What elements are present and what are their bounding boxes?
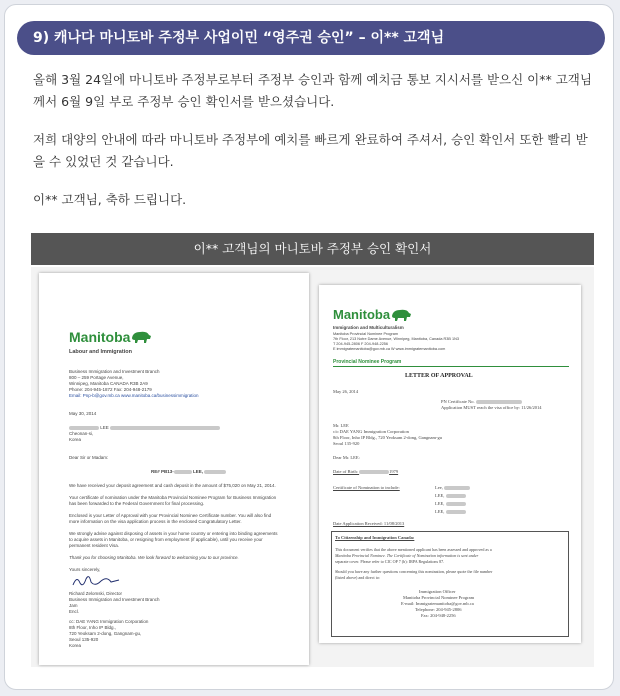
manitoba-logo-text: Manitoba <box>69 329 131 345</box>
right-recipient-city: Seoul 135-920 <box>333 441 360 446</box>
left-signer-branch: Business Immigration and Investment Branch <box>69 597 160 602</box>
right-recipient-address: 8th Floor, Inho IP Bldg., 720 Yeoksam 2-dong, Gangnam-gu <box>333 435 443 440</box>
right-letter-date: May 26, 2014 <box>333 389 359 394</box>
left-closing: Yours sincerely, <box>69 567 101 572</box>
signature-icon <box>71 573 121 589</box>
left-recipient-country: Korea <box>69 437 82 442</box>
redacted-block <box>69 426 99 430</box>
left-letter-date: May 30, 2014 <box>69 411 97 416</box>
left-recipient-city: Cheonan-si, <box>69 431 94 436</box>
letter-of-approval-document <box>319 285 581 643</box>
redacted-block <box>446 502 466 506</box>
left-cc-line-1: cc: DAE YANG Immigration Corporation <box>69 619 149 624</box>
paragraph-approval-notice: 올해 3월 24일에 마니토바 주정부로부터 주정부 승인과 함께 예치금 통보 지시서를 받으신 이** 고객님께서 6월 9일 부로 주정부 승인 확인서를 받으셨습니다. <box>33 72 592 109</box>
left-cc-line-4: Seoul 135-920 <box>69 637 99 642</box>
cic-box-line-5: (listed above) and direct to: <box>335 575 381 580</box>
approval-documents-image <box>31 267 594 667</box>
right-recipient-company: c/o DAE YANG Immigration Corporation <box>333 429 409 434</box>
program-name: Provincial Nominee Program <box>333 359 402 365</box>
image-caption: 이** 고객님의 마니토바 주정부 승인 확인서 <box>193 241 432 256</box>
left-salutation: Dear Sir or Madam: <box>69 455 109 460</box>
right-recipient-name: Mr. LEE <box>333 423 349 428</box>
manitoba-logo <box>333 307 412 322</box>
redacted-block <box>110 426 220 430</box>
left-para-enclosed-2: more information on the visa application process in the enclosed Congratulatory Letter. <box>69 519 242 524</box>
officer-email: E-mail: Immigratemanitoba@gov.mb.ca <box>401 601 474 606</box>
officer-title: Immigration Officer <box>419 589 456 594</box>
application-received-date: Date Application Received: 11/08/2013 <box>333 521 405 526</box>
right-address-line-1: Manitoba Provincial Nominee Program <box>333 332 398 336</box>
paragraph-deposit-guidance: 저희 대양의 안내에 따라 마니토바 주정부에 예치를 빠르게 완료하여 주셔서, 승인 확인서 또한 빨리 받을 수 있었던 것 같습니다. <box>33 132 588 169</box>
left-cc-line-3: 720 Yeoksam 2-dong, Gangnam-gu, <box>69 631 142 636</box>
left-para-advise-2: to acquire assets in Manitoba, or resigning from employment (if applicable), until you receive your <box>69 537 263 542</box>
cic-box-line-3: separate cover. Please refer to CIC OP 7 (b): IRPA Regulations 87. <box>335 559 445 564</box>
left-para-cert-2: has been forwarded to the Federal Government for final processing. <box>69 501 205 506</box>
left-para-cert-1: Your certificate of nomination under the Manitoba Provincial Nominee Program for Business Immigration <box>69 495 277 500</box>
left-reference: RE# PB13- LEE, <box>151 469 226 475</box>
nominee-name-1: Lee, <box>435 485 470 491</box>
redacted-block <box>204 470 226 474</box>
left-signer-initials: Jam <box>69 603 78 608</box>
officer-program: Manitoba Provincial Nominee Program <box>403 595 475 600</box>
bison-icon <box>130 330 152 344</box>
certificate-include-label: Certificate of Nomination to include: <box>333 485 400 490</box>
right-salutation: Dear Mr. LEE: <box>333 455 360 460</box>
cic-box-title: To Citizenship and Immigration Canada: <box>335 535 415 540</box>
pn-certificate-number: PN Certificate No. <box>441 399 522 405</box>
left-para-advise-1: We strongly advise against disposing of assets in your home country or entering into binding agreements <box>69 531 278 536</box>
left-cc-line-2: 8th Floor, Inho IP Bldg., <box>69 625 116 630</box>
right-address-line-3: T 204-945-2806 F 204-948-2256 <box>333 342 389 346</box>
nominee-name-4: LEE, <box>435 509 466 515</box>
divider <box>333 366 569 367</box>
right-dept-name: Immigration and Multiculturalism <box>333 325 404 330</box>
left-address-line-4: Phone: 204-945-1872 Fax: 204-948-2179 <box>69 387 152 392</box>
left-recipient-name: LEE <box>69 425 220 431</box>
left-address-line-1: Business Immigration and Investment Branch <box>69 369 160 374</box>
officer-fax: Fax: 204-948-2256 <box>421 613 456 618</box>
date-of-birth: Date of Birth: 1979 <box>333 469 399 474</box>
officer-phone: Telephone: 204-945-2806 <box>415 607 462 612</box>
left-para-enclosed-1: Enclosed is your Letter of Approval with your Provincial Nominee Certificate number. You will also find <box>69 513 272 518</box>
cic-box-line-4: Should you have any further questions concerning this nomination, please quote the file number <box>335 569 493 574</box>
right-address-line-4: E immigratemanitoba@gov.mb.ca W www.immigratemanitoba.com <box>333 347 446 351</box>
image-caption-bar <box>31 233 594 265</box>
section-title: 9) 캐나다 마니토바 주정부 사업이민 “영주권 승인” – 이** 고객님 <box>33 30 445 46</box>
left-dept-name: Labour and Immigration <box>69 349 132 355</box>
redacted-block <box>444 486 470 490</box>
left-signer-name: Richard Zelomski, Director <box>69 591 123 596</box>
cic-box-line-1: This document verifies that the above mentioned applicant has been assessed and approved as a <box>335 547 492 552</box>
left-para-thanks: Thank you for choosing Manitoba. We look forward to welcoming you to our province. <box>69 555 239 560</box>
left-address-line-3: Winnipeg, Manitoba CANADA R3B 2A9 <box>69 381 148 386</box>
visa-office-deadline: Application MUST reach the visa office by: 11/26/2014 <box>441 405 542 410</box>
manitoba-letter-document <box>39 273 309 665</box>
cic-box-line-2: Manitoba Provincial Nominee. The Certificate of Nomination information is sent under <box>335 553 479 558</box>
redacted-block <box>174 470 192 474</box>
content-frame <box>4 4 614 690</box>
redacted-block <box>476 400 522 404</box>
letter-title: LETTER OF APPROVAL <box>405 373 473 379</box>
left-address-line-2: 800 – 259 Portage Avenue, <box>69 375 124 380</box>
left-enclosure: Encl. <box>69 609 80 614</box>
manitoba-logo <box>69 329 152 345</box>
manitoba-logo-text: Manitoba <box>333 307 391 322</box>
redacted-block <box>446 510 466 514</box>
left-address-line-5: Email: Pnp-b@gov.mb.ca www.manitoba.ca/businessimmigration <box>69 393 199 398</box>
redacted-block <box>446 494 466 498</box>
right-address-line-2: 7th Floor, 213 Notre Dame Avenue, Winnipeg, Manitoba, Canada R3B 1N3 <box>333 337 459 341</box>
redacted-block <box>359 470 389 474</box>
bison-icon <box>390 308 412 322</box>
nominee-name-2: LEE, <box>435 493 466 499</box>
nominee-name-3: LEE, <box>435 501 466 507</box>
left-cc-line-5: Korea <box>69 643 82 648</box>
section-title-banner <box>17 21 605 55</box>
left-para-deposit: We have received your deposit agreement and cash deposit in the amount of $75,020 on May 21, 2014. <box>69 483 276 488</box>
left-para-advise-3: permanent resident Visa. <box>69 543 119 548</box>
paragraph-congratulations: 이** 고객님, 축하 드립니다. <box>33 192 187 207</box>
